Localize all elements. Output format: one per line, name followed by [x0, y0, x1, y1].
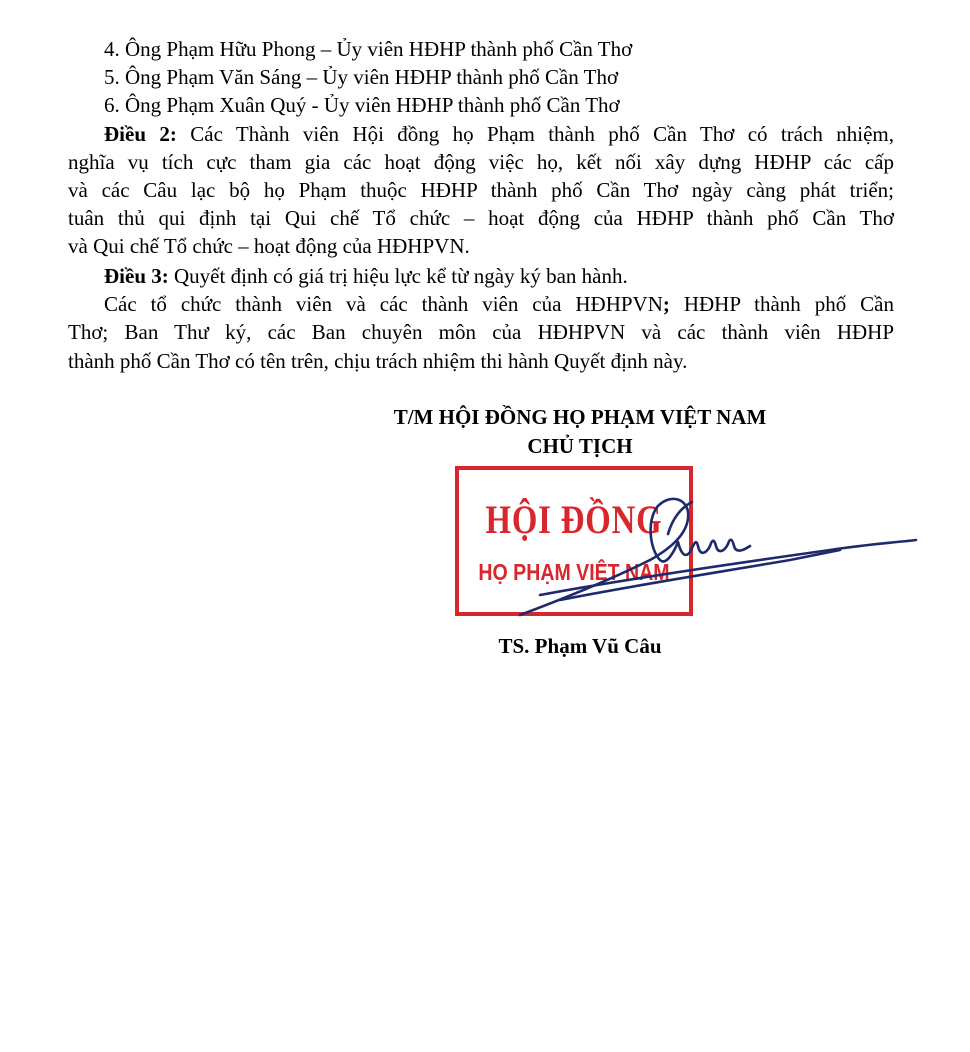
- closing-line: Thơ; Ban Thư ký, các Ban chuyên môn của HĐHPVN và các thành viên HĐHP: [68, 320, 894, 344]
- member-item-6: 6. Ông Phạm Xuân Quý - Ủy viên HĐHP thành phố Cần Thơ: [104, 93, 620, 117]
- signature-role: CHỦ TỊCH: [527, 434, 633, 458]
- article-2-text: Các Thành viên Hội đồng họ Phạm thành phố Cần Thơ có trách nhiệm,: [176, 122, 894, 146]
- article-2-line: và các Câu lạc bộ họ Phạm thuộc HĐHP thành phố Cần Thơ ngày càng phát triển;: [68, 178, 894, 202]
- stamp-line-2: HỌ PHẠM VIỆT NAM: [478, 559, 670, 585]
- member-item-5: 5. Ông Phạm Văn Sáng – Ủy viên HĐHP thành phố Cần Thơ: [104, 65, 619, 89]
- stamp-line-1: HỘI ĐỒNG: [485, 497, 663, 542]
- closing-text: HĐHP thành phố Cần: [669, 292, 894, 316]
- article-2-label: Điều 2:: [104, 122, 177, 146]
- article-2-first-line: [104, 121, 894, 147]
- article-2-line: tuân thủ qui định tại Qui chế Tổ chức – hoạt động của HĐHP thành phố Cần Thơ: [68, 206, 894, 230]
- closing-first-line: [104, 291, 894, 317]
- article-2-line: và Qui chế Tổ chức – hoạt động của HĐHPVN.: [68, 234, 470, 258]
- article-2-line: nghĩa vụ tích cực tham gia các hoạt động việc họ, kết nối xây dựng HĐHP các cấp: [68, 150, 894, 174]
- handwritten-signature: [500, 480, 930, 630]
- article-3-text: Quyết định có giá trị hiệu lực kể từ ngày ký ban hành.: [168, 264, 628, 288]
- closing-semicolon: ;: [662, 292, 670, 316]
- closing-line: thành phố Cần Thơ có tên trên, chịu trách nhiệm thi hành Quyết định này.: [68, 349, 688, 373]
- member-item-4: 4. Ông Phạm Hữu Phong – Ủy viên HĐHP thành phố Cần Thơ: [104, 37, 633, 61]
- signature-org: T/M HỘI ĐỒNG HỌ PHẠM VIỆT NAM: [393, 405, 767, 429]
- article-3-label: Điều 3:: [104, 264, 169, 288]
- closing-text: Các tổ chức thành viên và các thành viên của HĐHPVN: [104, 292, 663, 316]
- article-3: [104, 263, 628, 289]
- signer-name: TS. Phạm Vũ Câu: [498, 634, 662, 658]
